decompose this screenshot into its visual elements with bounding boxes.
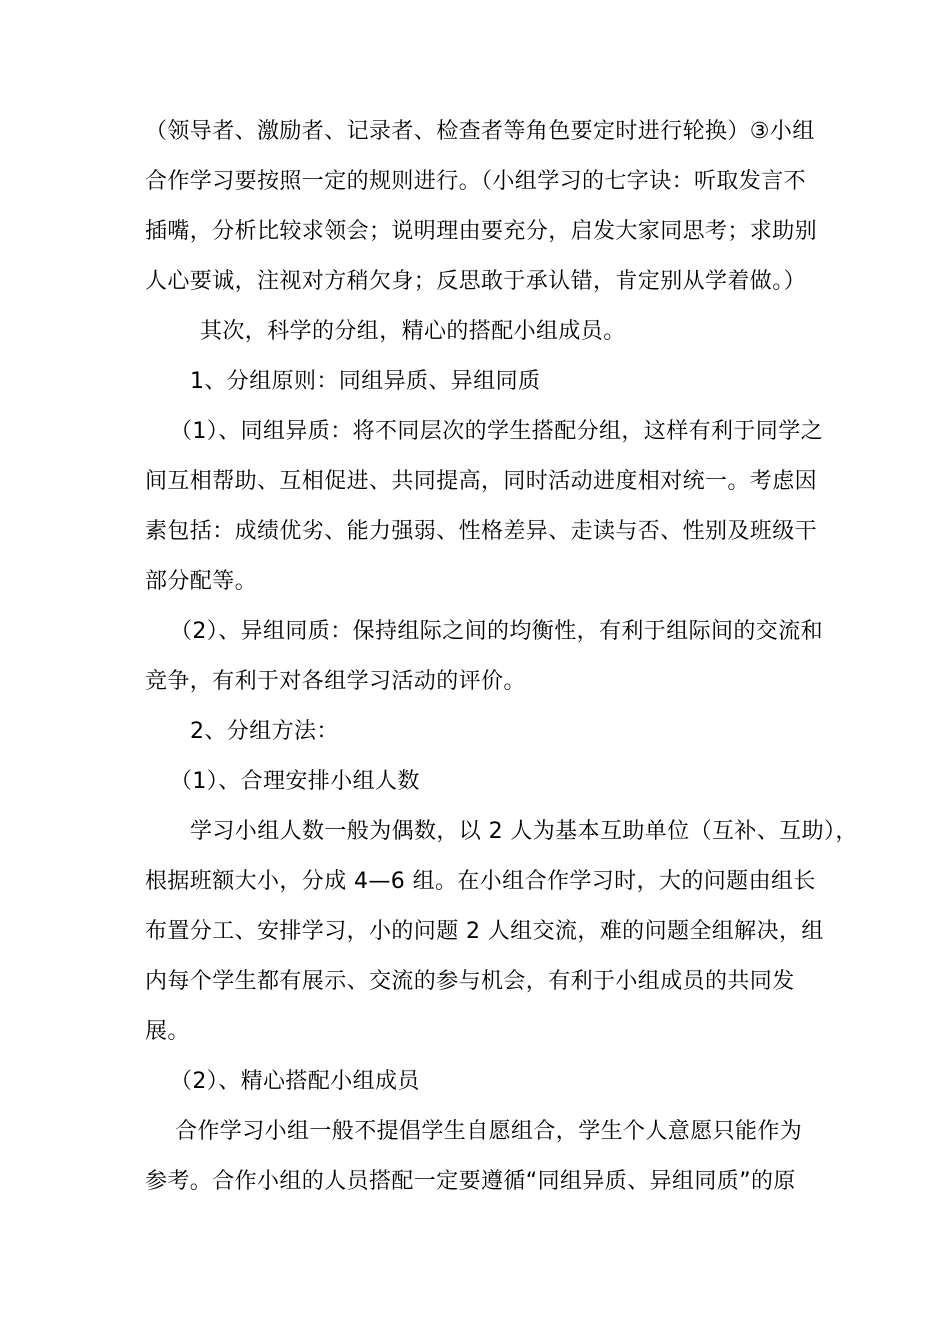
- subsection-heading: （1）、合理安排小组人数: [170, 769, 420, 794]
- paragraph-line: 人心要诚，注视对方稍欠身；反思敢于承认错，肯定别从学着做。）: [145, 269, 807, 294]
- paragraph-line: 根据班额大小，分成 4—6 组。在小组合作学习时，大的问题由组长: [145, 869, 816, 894]
- paragraph-line: 学习小组人数一般为偶数，以 2 人为基本互助单位（互补、互助），: [190, 819, 858, 844]
- paragraph-line: （领导者、激励者、记录者、检查者等角色要定时进行轮换）③小组: [145, 119, 815, 144]
- paragraph-line: 合作学习要按照一定的规则进行。（小组学习的七字诀：听取发言不: [145, 169, 807, 194]
- paragraph-line: 插嘴，分析比较求领会；说明理由要充分，启发大家同思考；求助别: [145, 219, 818, 244]
- paragraph-line: 内每个学生都有展示、交流的参与机会，有利于小组成员的共同发: [145, 969, 795, 994]
- paragraph-line: 展。: [145, 1019, 190, 1044]
- paragraph-line: 布置分工、安排学习，小的问题 2 人组交流，难的问题全组解决，组: [145, 919, 824, 944]
- paragraph-line: 其次，科学的分组，精心的搭配小组成员。: [200, 319, 626, 344]
- paragraph-line: 合作学习小组一般不提倡学生自愿组合，学生个人意愿只能作为: [175, 1119, 803, 1144]
- paragraph-line: 部分配等。: [145, 569, 258, 594]
- paragraph-line: 素包括：成绩优劣、能力强弱、性格差异、走读与否、性别及班级干: [145, 519, 818, 544]
- section-heading: 2、分组方法：: [190, 719, 339, 744]
- paragraph-line: 参考。合作小组的人员搭配一定要遵循“同组异质、异组同质”的原: [145, 1169, 796, 1194]
- section-heading: 1、分组原则：同组异质、异组同质: [190, 369, 541, 394]
- subsection-heading: （2）、精心搭配小组成员: [170, 1069, 420, 1094]
- paragraph-line: （1）、同组异质：将不同层次的学生搭配分组，这样有利于同学之: [170, 419, 823, 444]
- paragraph-line: 竞争，有利于对各组学习活动的评价。: [145, 669, 526, 694]
- paragraph-line: 间互相帮助、互相促进、共同提高，同时活动进度相对统一。考虑因: [145, 469, 818, 494]
- paragraph-line: （2）、异组同质：保持组际之间的均衡性，有利于组际间的交流和: [170, 619, 823, 644]
